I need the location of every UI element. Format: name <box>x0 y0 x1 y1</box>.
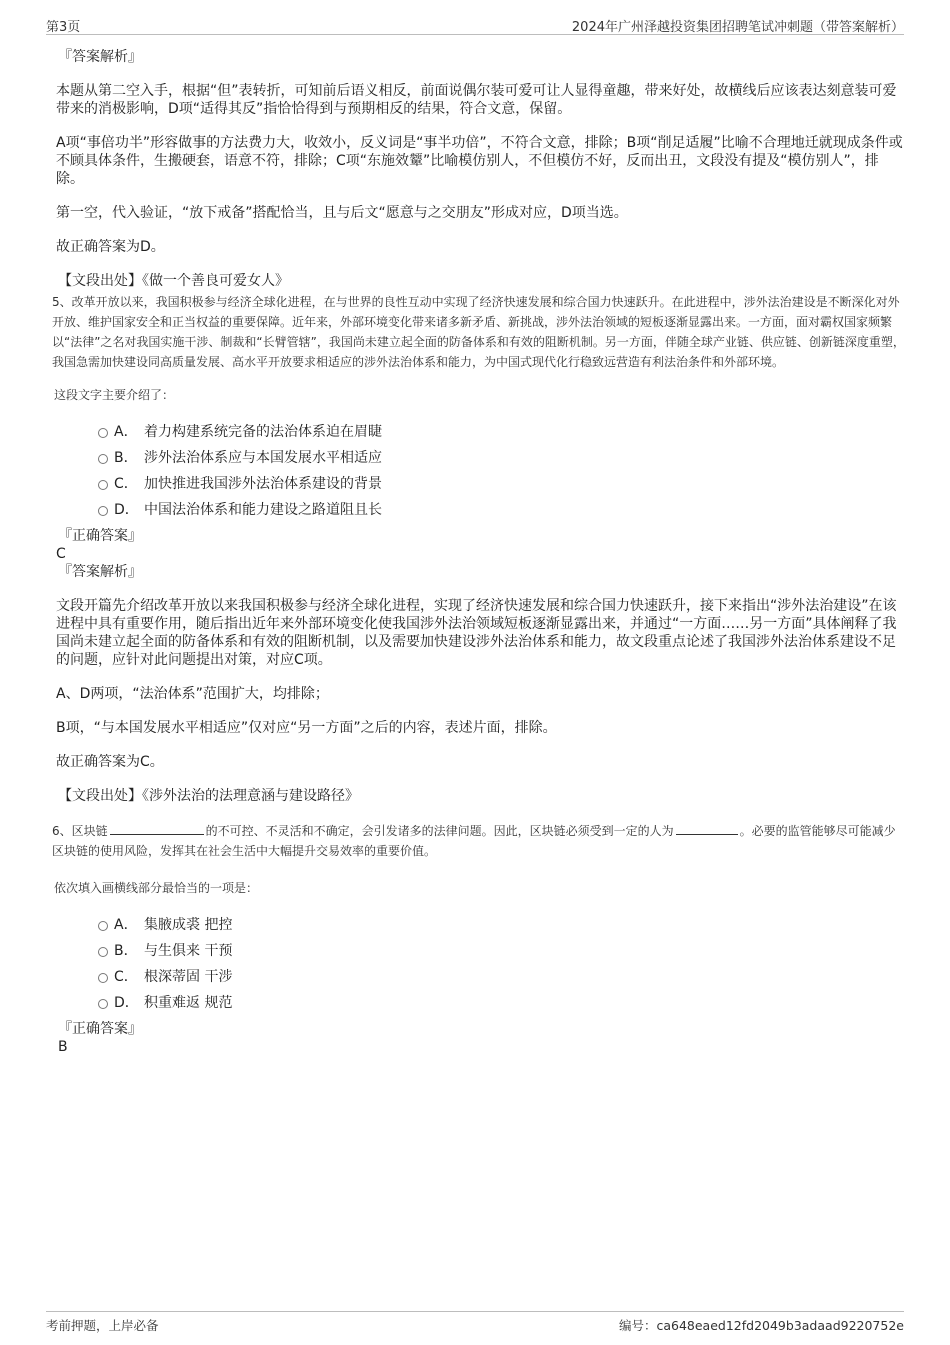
footer-slogan: 考前押题，上岸必备 <box>46 1318 159 1333</box>
q5-option-c[interactable] <box>56 471 906 497</box>
option-letter: A． <box>114 917 138 933</box>
page-header <box>46 14 904 35</box>
q6-stem-part-2: 的不可控、不灵活和不确定，会引发诸多的法律问题。因此，区块链必须受到一定的人为 <box>205 824 674 838</box>
radio-icon[interactable] <box>98 921 108 931</box>
document-code <box>619 1316 904 1334</box>
option-text: 与生俱来 干预 <box>144 943 233 959</box>
option-letter: D． <box>114 995 139 1011</box>
option-letter: D． <box>114 502 139 518</box>
option-text: 根深蒂固 干涉 <box>144 969 233 985</box>
q6-option-d[interactable] <box>56 990 906 1016</box>
q4-analysis-paragraph-4: 故正确答案为D。 <box>56 239 165 255</box>
page-content <box>52 46 906 1056</box>
option-letter: A． <box>114 424 138 440</box>
option-text: 积重难返 规范 <box>144 995 233 1011</box>
option-letter: C． <box>114 476 138 492</box>
option-text: 涉外法治体系应与本国发展水平相适应 <box>144 450 382 466</box>
radio-icon[interactable] <box>98 973 108 983</box>
q6-options <box>56 912 906 1016</box>
q5-prompt: 这段文字主要介绍了： <box>54 388 175 402</box>
q5-stem: 5、改革开放以来，我国积极参与经济全球化进程，在与世界的良性互动中实现了经济快速发展和综合国力快速跃升。在此进程中，涉外法治建设是不断深化对外开放、维护国家安全和正当权益的重要保障。近年来，外部环境变化带来诸多新矛盾、新挑战，涉外法治领域的短板逐渐显露出来。一方面，面对霸权国家频繁以“法律”之名对我国实施干涉、制裁和“长臂管辖”，我国尚未建立起全面的防备体系和有效的阻断机制。另一方面，伴随全球产业链、供应链、创新链深度重塑，我国急需加快建设同高质量发展、高水平开放要求相适应的涉外法治体系和能力，为中国式现代化行稳致远营造有利法治条件和外部环境。 <box>52 295 905 369</box>
q5-analysis-label: 『答案解析』 <box>58 564 142 580</box>
option-text: 中国法治体系和能力建设之路道阻且长 <box>144 502 382 518</box>
q4-analysis-label: 『答案解析』 <box>58 49 142 65</box>
q6-option-a[interactable] <box>56 912 906 938</box>
q5-option-d[interactable] <box>56 497 906 523</box>
q5-option-b[interactable] <box>56 445 906 471</box>
q6-option-b[interactable] <box>56 938 906 964</box>
radio-icon[interactable] <box>98 947 108 957</box>
q4-analysis-paragraph-1: 本题从第二空入手，根据“但”表转折，可知前后语义相反，前面说偶尔装可爱可让人显得童趣，带来好处，故横线后应该表达刻意装可爱带来的消极影响，D项“适得其反”指恰恰得到与预期相反的结果，符合文意，保留。 <box>56 83 897 117</box>
q5-analysis-paragraph-4: 故正确答案为C。 <box>56 754 164 770</box>
option-text: 着力构建系统完备的法治体系迫在眉睫 <box>144 424 382 440</box>
option-letter: C． <box>114 969 138 985</box>
q5-analysis-paragraph-2: A、D两项，“法治体系”范围扩大，均排除； <box>56 686 329 702</box>
option-text: 加快推进我国涉外法治体系建设的背景 <box>144 476 382 492</box>
radio-icon[interactable] <box>98 428 108 438</box>
q5-correct-label: 『正确答案』 <box>58 528 142 544</box>
option-letter: B． <box>114 450 138 466</box>
q5-analysis-paragraph-3: B项，“与本国发展水平相适应”仅对应“另一方面”之后的内容，表述片面，排除。 <box>56 720 557 736</box>
q6-stem-part-3: 。必要的监管能够尽可能减少区块链的使用风险，发挥其在社会生活中大幅提升交易效率的重要价值。 <box>52 824 896 858</box>
q6-stem <box>52 821 906 861</box>
option-text: 集腋成裘 把控 <box>144 917 233 933</box>
q6-blank-1[interactable] <box>110 822 204 835</box>
radio-icon[interactable] <box>98 999 108 1009</box>
q6-prompt: 依次填入画横线部分最恰当的一项是： <box>54 881 259 895</box>
q5-correct-value: C <box>56 546 66 562</box>
page-footer <box>46 1311 904 1336</box>
code-value: ca648eaed12fd2049b3adaad9220752e <box>656 1318 904 1333</box>
option-letter: B． <box>114 943 138 959</box>
q6-option-c[interactable] <box>56 964 906 990</box>
radio-icon[interactable] <box>98 454 108 464</box>
q6-blank-2[interactable] <box>676 822 738 835</box>
q4-analysis-paragraph-3: 第一空，代入验证，“放下戒备”搭配恰当，且与后文“愿意与之交朋友”形成对应，D项当选。 <box>56 205 628 221</box>
document-title: 2024年广州泽越投资集团招聘笔试冲刺题（带答案解析） <box>571 20 904 35</box>
q4-source: 【文段出处】《做一个善良可爱女人》 <box>58 273 289 289</box>
q4-analysis-paragraph-2: A项“事倍功半”形容做事的方法费力大，收效小，反义词是“事半功倍”，不符合文意，排除；B项“削足适履”比喻不合理地迁就现成条件或不顾具体条件，生搬硬套，语意不符，排除；C项“东施效颦”比喻模仿别人，不但模仿不好，反而出丑，文段没有提及“模仿别人”，排除。 <box>56 135 903 187</box>
page-number: 第3页 <box>46 20 81 35</box>
code-label: 编号： <box>618 1318 657 1333</box>
q6-correct-label: 『正确答案』 <box>58 1021 142 1037</box>
q6-correct-value: B <box>58 1039 68 1055</box>
radio-icon[interactable] <box>98 480 108 490</box>
q5-source: 【文段出处】《涉外法治的法理意涵与建设路径》 <box>58 788 359 804</box>
radio-icon[interactable] <box>98 506 108 516</box>
q5-options <box>56 419 906 523</box>
q5-option-a[interactable] <box>56 419 906 445</box>
q5-analysis-paragraph-1: 文段开篇先介绍改革开放以来我国积极参与经济全球化进程，实现了经济快速发展和综合国力快速跃升，接下来指出“涉外法治建设”在该进程中具有重要作用，随后指出近年来外部环境变化使我国涉外法治领域短板逐渐显露出来，并通过“一方面……另一方面”具体阐释了我国尚未建立起全面的防备体系和有效的阻断机制，以及需要加快建设涉外法治体系和能力，故文段重点论述了我国涉外法治体系建设不足的问题，应针对此问题提出对策，对应C项。 <box>56 598 897 668</box>
q6-stem-part-1: 6、区块链 <box>52 824 108 838</box>
